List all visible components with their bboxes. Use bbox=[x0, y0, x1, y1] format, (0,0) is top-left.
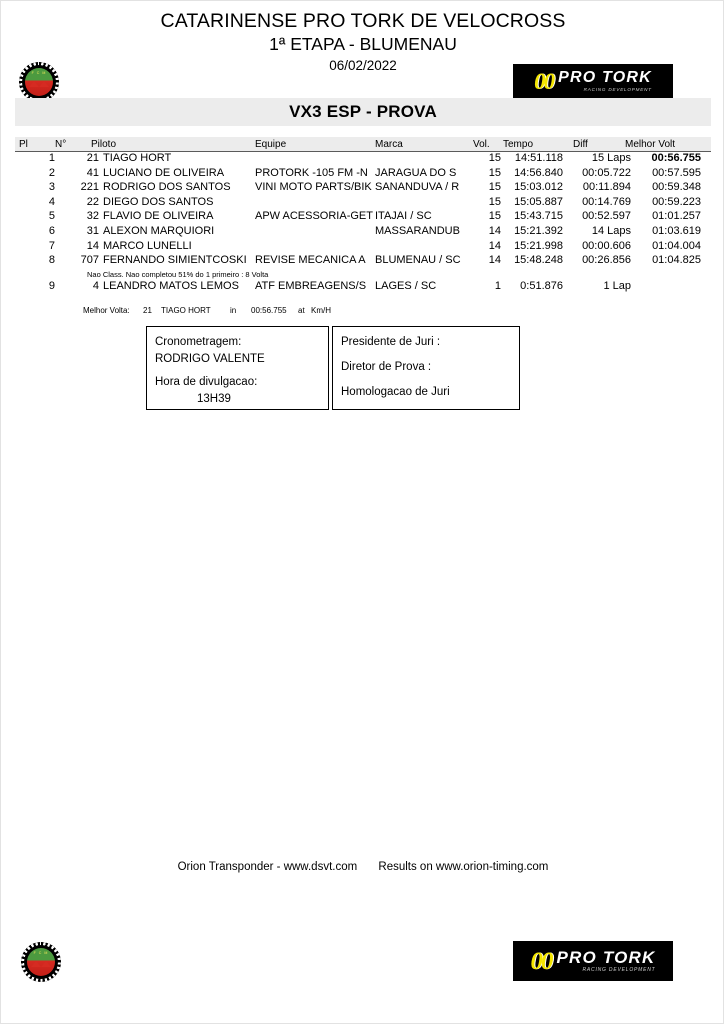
emblem-face bbox=[27, 948, 55, 976]
cell-brand: BLUMENAU / SC bbox=[375, 254, 461, 267]
cell-diff: 00:00.606 bbox=[582, 239, 631, 252]
column-header-pilot: Piloto bbox=[91, 139, 117, 150]
pro-tork-tagline: RACING DEVELOPMENT bbox=[582, 967, 656, 973]
cell-number: 221 bbox=[80, 181, 99, 194]
cell-time: 0:51.876 bbox=[520, 279, 563, 292]
cell-time: 15:43.715 bbox=[514, 210, 563, 223]
row-note-text: Nao Class. Nao completou 51% do 1 primeiro : 8 Volta bbox=[87, 269, 269, 279]
emblem-hill-left bbox=[31, 961, 41, 967]
cell-number: 707 bbox=[80, 254, 99, 267]
cell-number: 22 bbox=[86, 195, 99, 208]
cell-position: 1 bbox=[48, 152, 55, 164]
cell-position: 8 bbox=[48, 254, 55, 267]
best-lap-at: at bbox=[298, 306, 305, 316]
cell-best-lap: 00:59.348 bbox=[652, 181, 701, 194]
best-lap-time: 00:56.755 bbox=[251, 306, 287, 316]
footer-credits bbox=[1, 861, 724, 873]
cell-pilot: ALEXON MARQUIORI bbox=[103, 224, 215, 237]
cell-pilot: DIEGO DOS SANTOS bbox=[103, 195, 214, 208]
cell-time: 15:48.248 bbox=[514, 254, 563, 267]
table-header-row bbox=[15, 137, 711, 152]
cell-number: 21 bbox=[86, 152, 99, 164]
club-emblem-icon bbox=[19, 62, 59, 102]
cell-team: PROTORK -105 FM -N bbox=[255, 166, 368, 179]
cell-best-lap: 00:57.595 bbox=[652, 166, 701, 179]
cell-diff: 00:05.722 bbox=[582, 166, 631, 179]
cell-position: 4 bbox=[48, 195, 55, 208]
cell-team: ATF EMBREAGENS/S bbox=[255, 279, 367, 292]
event-date: 06/02/2022 bbox=[329, 58, 397, 73]
emblem-text: F C M bbox=[31, 71, 47, 75]
emblem-hill-left bbox=[29, 81, 39, 87]
cell-team: REVISE MECANICA A bbox=[255, 254, 366, 267]
timing-label: Cronometragem: bbox=[155, 336, 242, 348]
cell-time: 14:51.118 bbox=[514, 152, 563, 164]
emblem-hill-right bbox=[39, 81, 49, 87]
pro-tork-logo-footer bbox=[513, 941, 673, 981]
release-time-value: 13H39 bbox=[197, 393, 231, 405]
cell-laps: 15 bbox=[488, 166, 501, 179]
best-lap-label: Melhor Volta: bbox=[83, 306, 130, 316]
cell-brand: ITAJAI / SC bbox=[375, 210, 432, 223]
column-header-brand: Marca bbox=[375, 139, 403, 150]
cell-best-lap: 00:56.755 bbox=[651, 152, 701, 164]
pro-tork-brand: PRO TORK bbox=[556, 948, 656, 967]
jury-president-label: Presidente de Juri : bbox=[341, 336, 441, 348]
table-row bbox=[15, 254, 711, 269]
cell-position: 9 bbox=[48, 279, 55, 292]
cell-best-lap: 01:01.257 bbox=[652, 210, 701, 223]
cell-pilot: LEANDRO MATOS LEMOS bbox=[103, 279, 239, 292]
cell-time: 15:21.392 bbox=[514, 224, 563, 237]
cell-pilot: RODRIGO DOS SANTOS bbox=[103, 181, 231, 194]
cell-team: VINI MOTO PARTS/BIK bbox=[255, 181, 372, 194]
cell-pilot: FERNANDO SIMIENTCOSKI bbox=[103, 254, 247, 267]
category-band bbox=[15, 98, 711, 126]
cell-laps: 14 bbox=[488, 254, 501, 267]
table-row bbox=[15, 240, 711, 255]
column-header-diff: Diff bbox=[573, 139, 588, 150]
cell-best-lap: 00:59.223 bbox=[652, 195, 701, 208]
best-lap-number: 21 bbox=[143, 306, 152, 316]
cell-diff: 00:26.856 bbox=[582, 254, 631, 267]
table-row bbox=[15, 225, 711, 240]
cell-laps: 15 bbox=[488, 210, 501, 223]
results-table bbox=[15, 137, 711, 320]
cell-laps: 14 bbox=[488, 224, 501, 237]
best-lap-in: in bbox=[230, 306, 237, 316]
page-title: CATARINENSE PRO TORK DE VELOCROSS bbox=[160, 10, 566, 32]
cell-time: 15:05.887 bbox=[514, 195, 563, 208]
club-emblem-icon-footer bbox=[21, 942, 61, 982]
cell-laps: 15 bbox=[488, 152, 501, 164]
table-row bbox=[15, 167, 711, 182]
row-note bbox=[15, 269, 711, 280]
cell-brand: MASSARANDUB bbox=[375, 224, 460, 237]
cell-laps: 1 bbox=[494, 279, 501, 292]
cell-time: 15:21.998 bbox=[514, 239, 563, 252]
table-row bbox=[15, 181, 711, 196]
pro-tork-logo bbox=[513, 64, 673, 98]
column-header-laps: Vol. bbox=[473, 139, 490, 150]
column-header-team: Equipe bbox=[255, 139, 287, 150]
best-lap-summary bbox=[15, 304, 711, 320]
cell-team: APW ACESSORIA-GET bbox=[255, 210, 373, 223]
cell-pilot: TIAGO HORT bbox=[103, 152, 172, 164]
cell-diff: 15 Laps bbox=[591, 152, 631, 164]
cell-laps: 14 bbox=[488, 239, 501, 252]
table-row bbox=[15, 210, 711, 225]
pro-tork-tagline: RACING DEVELOPMENT bbox=[583, 86, 652, 92]
cell-number: 4 bbox=[92, 279, 99, 292]
cell-laps: 15 bbox=[488, 195, 501, 208]
cell-brand: SANANDUVA / R bbox=[375, 181, 460, 194]
jury-box bbox=[332, 326, 520, 410]
cell-pilot: MARCO LUNELLI bbox=[103, 239, 192, 252]
cell-best-lap: 01:04.004 bbox=[652, 239, 701, 252]
cell-number: 32 bbox=[86, 210, 99, 223]
footer-logos bbox=[1, 939, 724, 991]
table-row bbox=[15, 152, 711, 167]
column-header-time: Tempo bbox=[503, 139, 534, 150]
column-header-best-lap: Melhor Volt bbox=[625, 139, 676, 150]
best-lap-speed-unit: Km/H bbox=[311, 306, 331, 316]
cell-time: 14:56.840 bbox=[514, 166, 563, 179]
cell-position: 3 bbox=[48, 181, 55, 194]
cell-position: 6 bbox=[48, 224, 55, 237]
cell-brand: LAGES / SC bbox=[375, 279, 437, 292]
cell-position: 5 bbox=[48, 210, 55, 223]
cell-diff: 00:14.769 bbox=[582, 195, 631, 208]
column-header-number: N° bbox=[55, 139, 67, 150]
cell-number: 31 bbox=[86, 224, 99, 237]
category-label: VX3 ESP - PROVA bbox=[289, 102, 437, 121]
cell-position: 2 bbox=[48, 166, 55, 179]
emblem-text: F C M bbox=[33, 951, 49, 955]
table-body bbox=[15, 152, 711, 294]
cell-number: 14 bbox=[86, 239, 99, 252]
best-lap-pilot: TIAGO HORT bbox=[161, 306, 211, 316]
cell-diff: 1 Lap bbox=[603, 279, 631, 292]
cell-diff: 14 Laps bbox=[591, 224, 631, 237]
cell-time: 15:03.012 bbox=[514, 181, 563, 194]
emblem-hill-right bbox=[41, 961, 51, 967]
signature-area bbox=[146, 326, 520, 410]
release-time-label: Hora de divulgacao: bbox=[155, 376, 258, 388]
emblem-face bbox=[25, 68, 53, 96]
cell-pilot: LUCIANO DE OLIVEIRA bbox=[103, 166, 225, 179]
cell-best-lap: 01:03.619 bbox=[652, 224, 701, 237]
cell-diff: 00:11.894 bbox=[582, 181, 631, 194]
timing-name: RODRIGO VALENTE bbox=[155, 353, 265, 365]
cell-laps: 15 bbox=[488, 181, 501, 194]
cell-best-lap: 01:04.825 bbox=[652, 254, 701, 267]
pro-tork-mark-icon: 00 bbox=[530, 947, 552, 975]
cell-position: 7 bbox=[48, 239, 55, 252]
race-director-label: Diretor de Prova : bbox=[341, 361, 432, 373]
cell-pilot: FLAVIO DE OLIVEIRA bbox=[103, 210, 214, 223]
cell-brand: JARAGUA DO S bbox=[375, 166, 457, 179]
jury-homologation-label: Homologacao de Juri bbox=[341, 386, 450, 398]
table-row bbox=[15, 280, 711, 295]
transponder-credit: Orion Transponder - www.dsvt.com bbox=[177, 861, 358, 873]
results-url: Results on www.orion-timing.com bbox=[378, 861, 549, 873]
pro-tork-mark-icon: 00 bbox=[534, 68, 554, 94]
event-stage-title: 1ª ETAPA - BLUMENAU bbox=[269, 34, 457, 54]
timing-box bbox=[146, 326, 329, 410]
table-row bbox=[15, 196, 711, 211]
cell-number: 41 bbox=[86, 166, 99, 179]
column-header-position: Pl bbox=[19, 139, 28, 150]
cell-diff: 00:52.597 bbox=[582, 210, 631, 223]
pro-tork-brand: PRO TORK bbox=[558, 68, 652, 86]
